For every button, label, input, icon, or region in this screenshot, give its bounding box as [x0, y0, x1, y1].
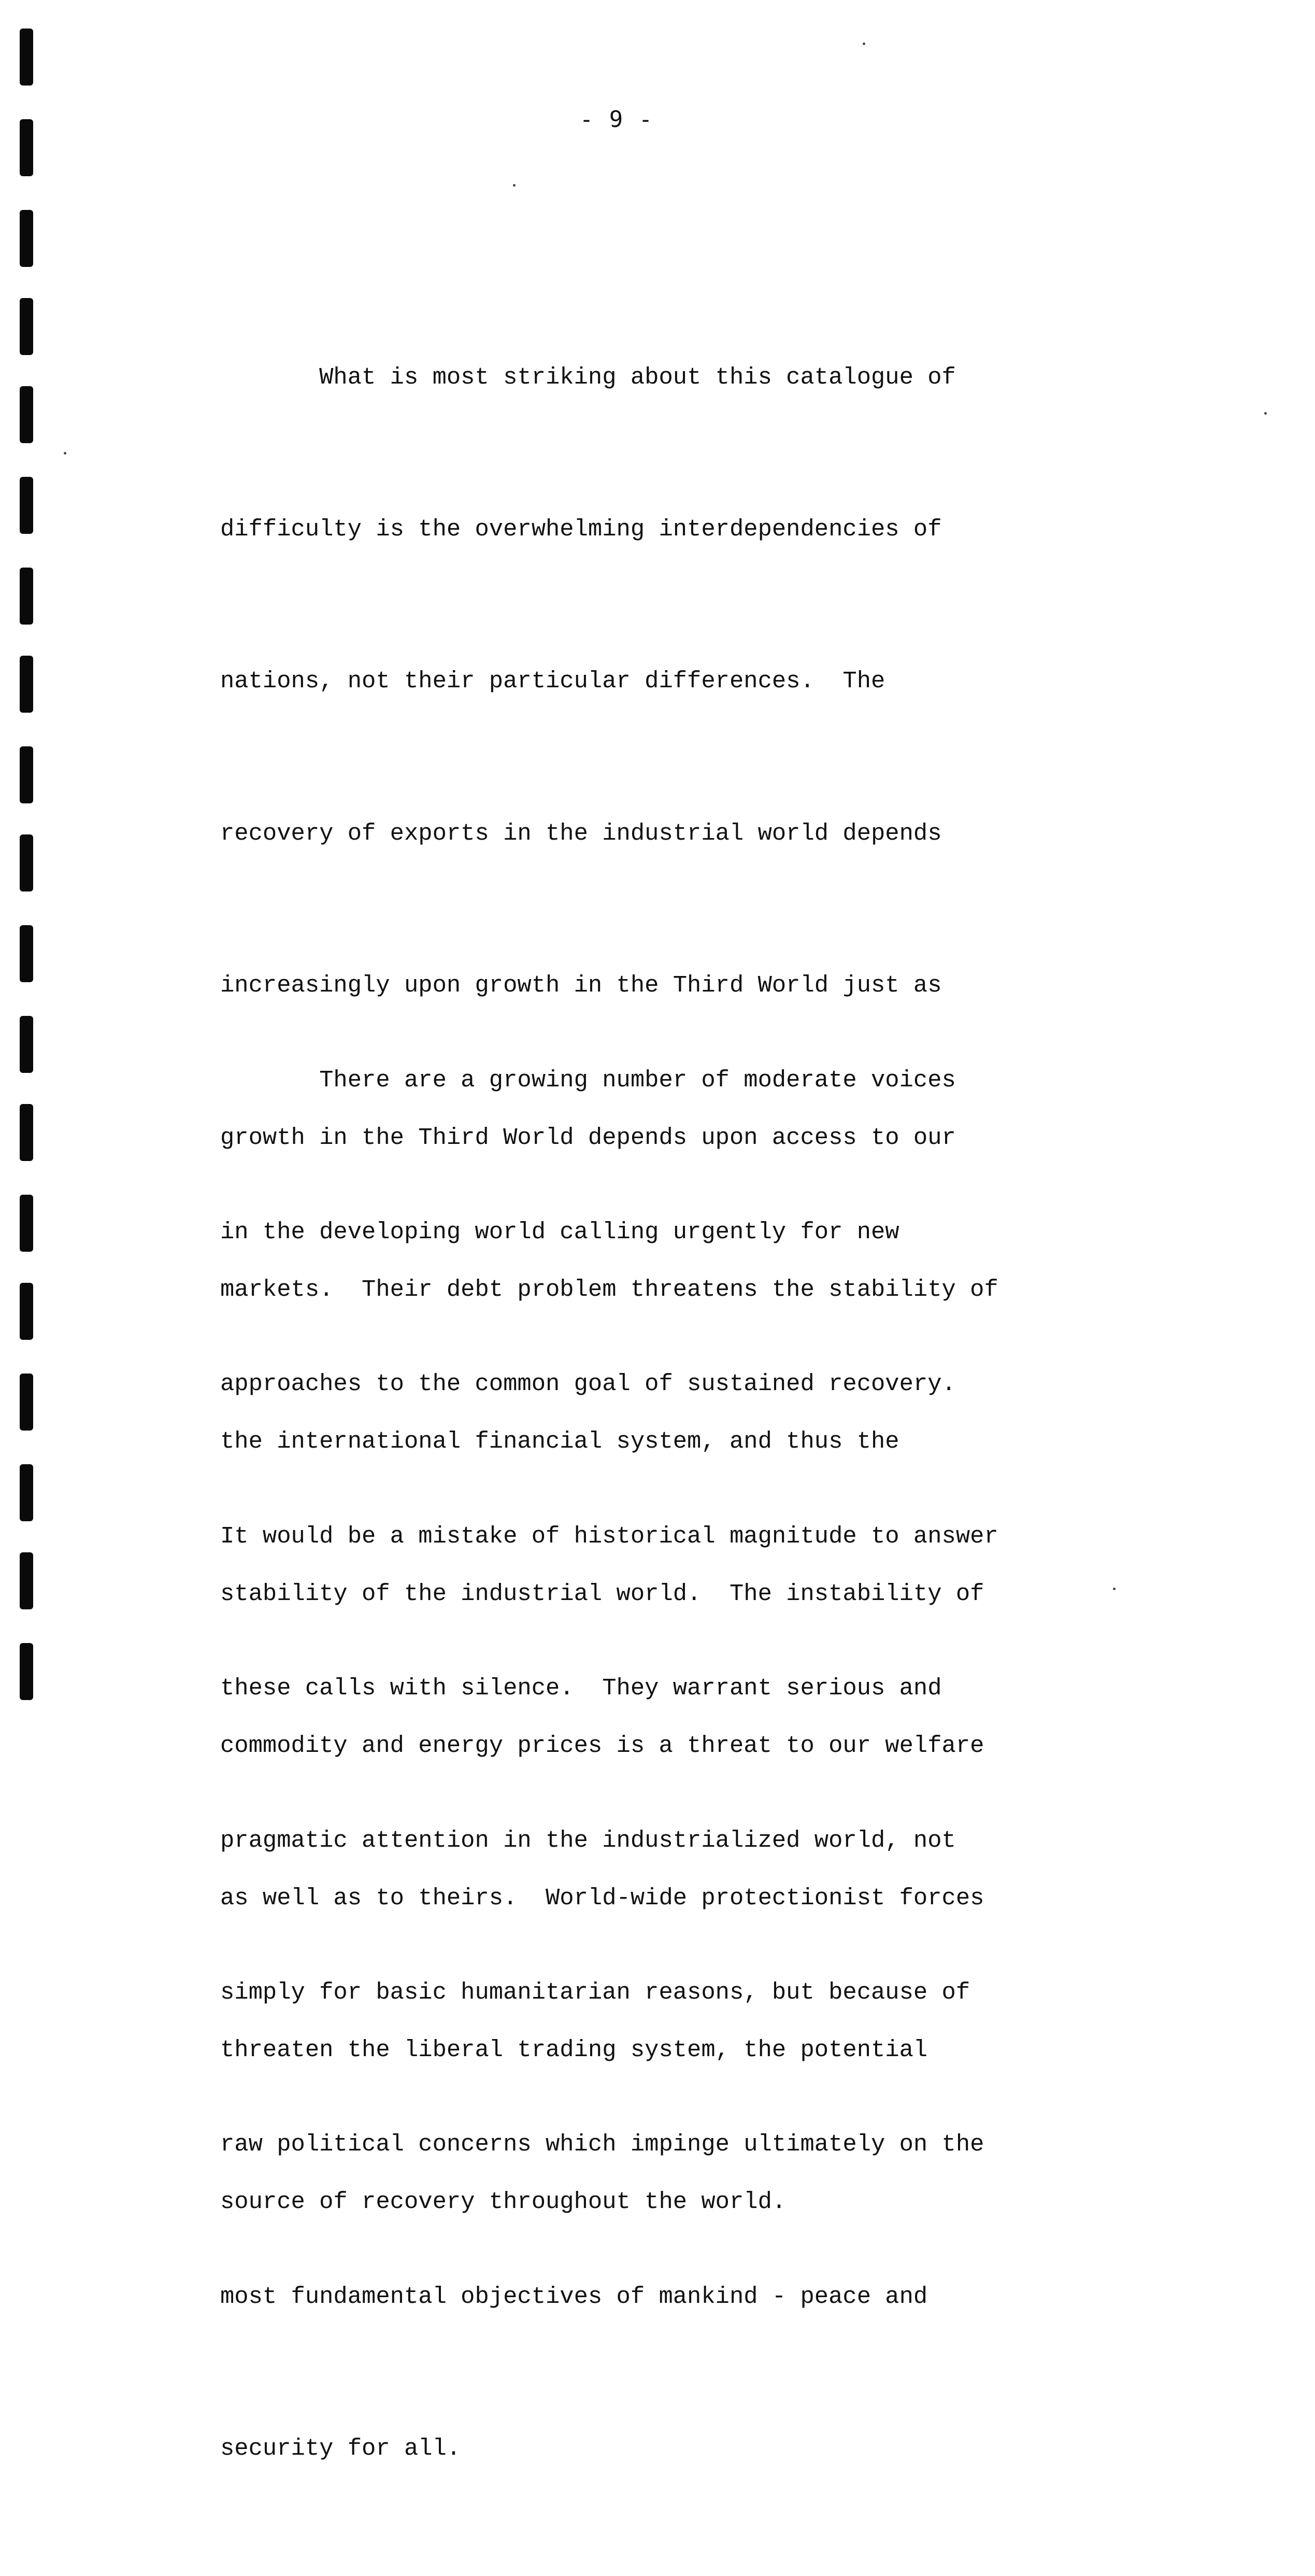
punch-hole [20, 210, 33, 267]
punch-hole [20, 119, 33, 176]
text-line: threaten the liberal trading system, the potential [220, 2036, 928, 2063]
punch-hole [20, 1283, 33, 1340]
binding-punch-holes [0, 0, 41, 1723]
text-line: simply for basic humanitarian reasons, but because of [220, 1978, 970, 2006]
text-line: increasingly upon growth in the Third World just as [220, 972, 942, 999]
punch-hole [20, 925, 33, 982]
punch-hole [20, 568, 33, 625]
text-line: stability of the industrial world. The instability of [220, 1580, 984, 1607]
punch-hole [20, 29, 33, 86]
text-line: There are a growing number of moderate voices [220, 1066, 956, 1094]
text-line: difficulty is the overwhelming interdependencies of [220, 515, 942, 543]
text-line: growth in the Third World depends upon access to our [220, 1124, 956, 1151]
punch-hole [20, 1195, 33, 1252]
text-line: the international financial system, and thus the [220, 1428, 899, 1455]
scan-speck [64, 452, 66, 455]
text-line: security for all. [220, 2435, 461, 2462]
text-line: nations, not their particular differences. The [220, 668, 885, 695]
punch-hole [20, 746, 33, 803]
text-line: as well as to theirs. World-wide protectionist forces [220, 1884, 984, 1912]
text-line: raw political concerns which impinge ultimately on the [220, 2131, 984, 2158]
text-line: pragmatic attention in the industrialized world, not [220, 1827, 956, 1854]
scan-speck [1113, 1588, 1116, 1590]
text-line: most fundamental objectives of mankind - peace and [220, 2283, 928, 2310]
punch-hole [20, 1464, 33, 1521]
page-number: - 9 - [579, 106, 654, 133]
text-line: What is most striking about this catalogue of [220, 363, 956, 391]
text-line: approaches to the common goal of sustained recovery. [220, 1370, 956, 1398]
punch-hole [20, 1374, 33, 1431]
punch-hole [20, 477, 33, 534]
punch-hole [20, 298, 33, 355]
punch-hole [20, 386, 33, 443]
punch-hole [20, 1552, 33, 1609]
punch-hole [20, 1016, 33, 1073]
scan-speck [1264, 412, 1267, 415]
text-line: commodity and energy prices is a threat to our welfare [220, 1732, 984, 1760]
punch-hole [20, 1643, 33, 1700]
text-line: markets. Their debt problem threatens the stability of [220, 1276, 998, 1303]
text-line: source of recovery throughout the world. [220, 2188, 787, 2216]
text-line: recovery of exports in the industrial world depends [220, 819, 942, 847]
punch-hole [20, 834, 33, 891]
body-paragraph [220, 954, 1070, 2576]
punch-hole [20, 656, 33, 713]
text-line: It would be a mistake of historical magnitude to answer [220, 1522, 998, 1550]
text-line: in the developing world calling urgently for new [220, 1218, 899, 1245]
punch-hole [20, 1104, 33, 1161]
scan-speck [863, 43, 865, 45]
scan-speck [513, 184, 516, 187]
text-line: these calls with silence. They warrant serious and [220, 1675, 942, 1702]
